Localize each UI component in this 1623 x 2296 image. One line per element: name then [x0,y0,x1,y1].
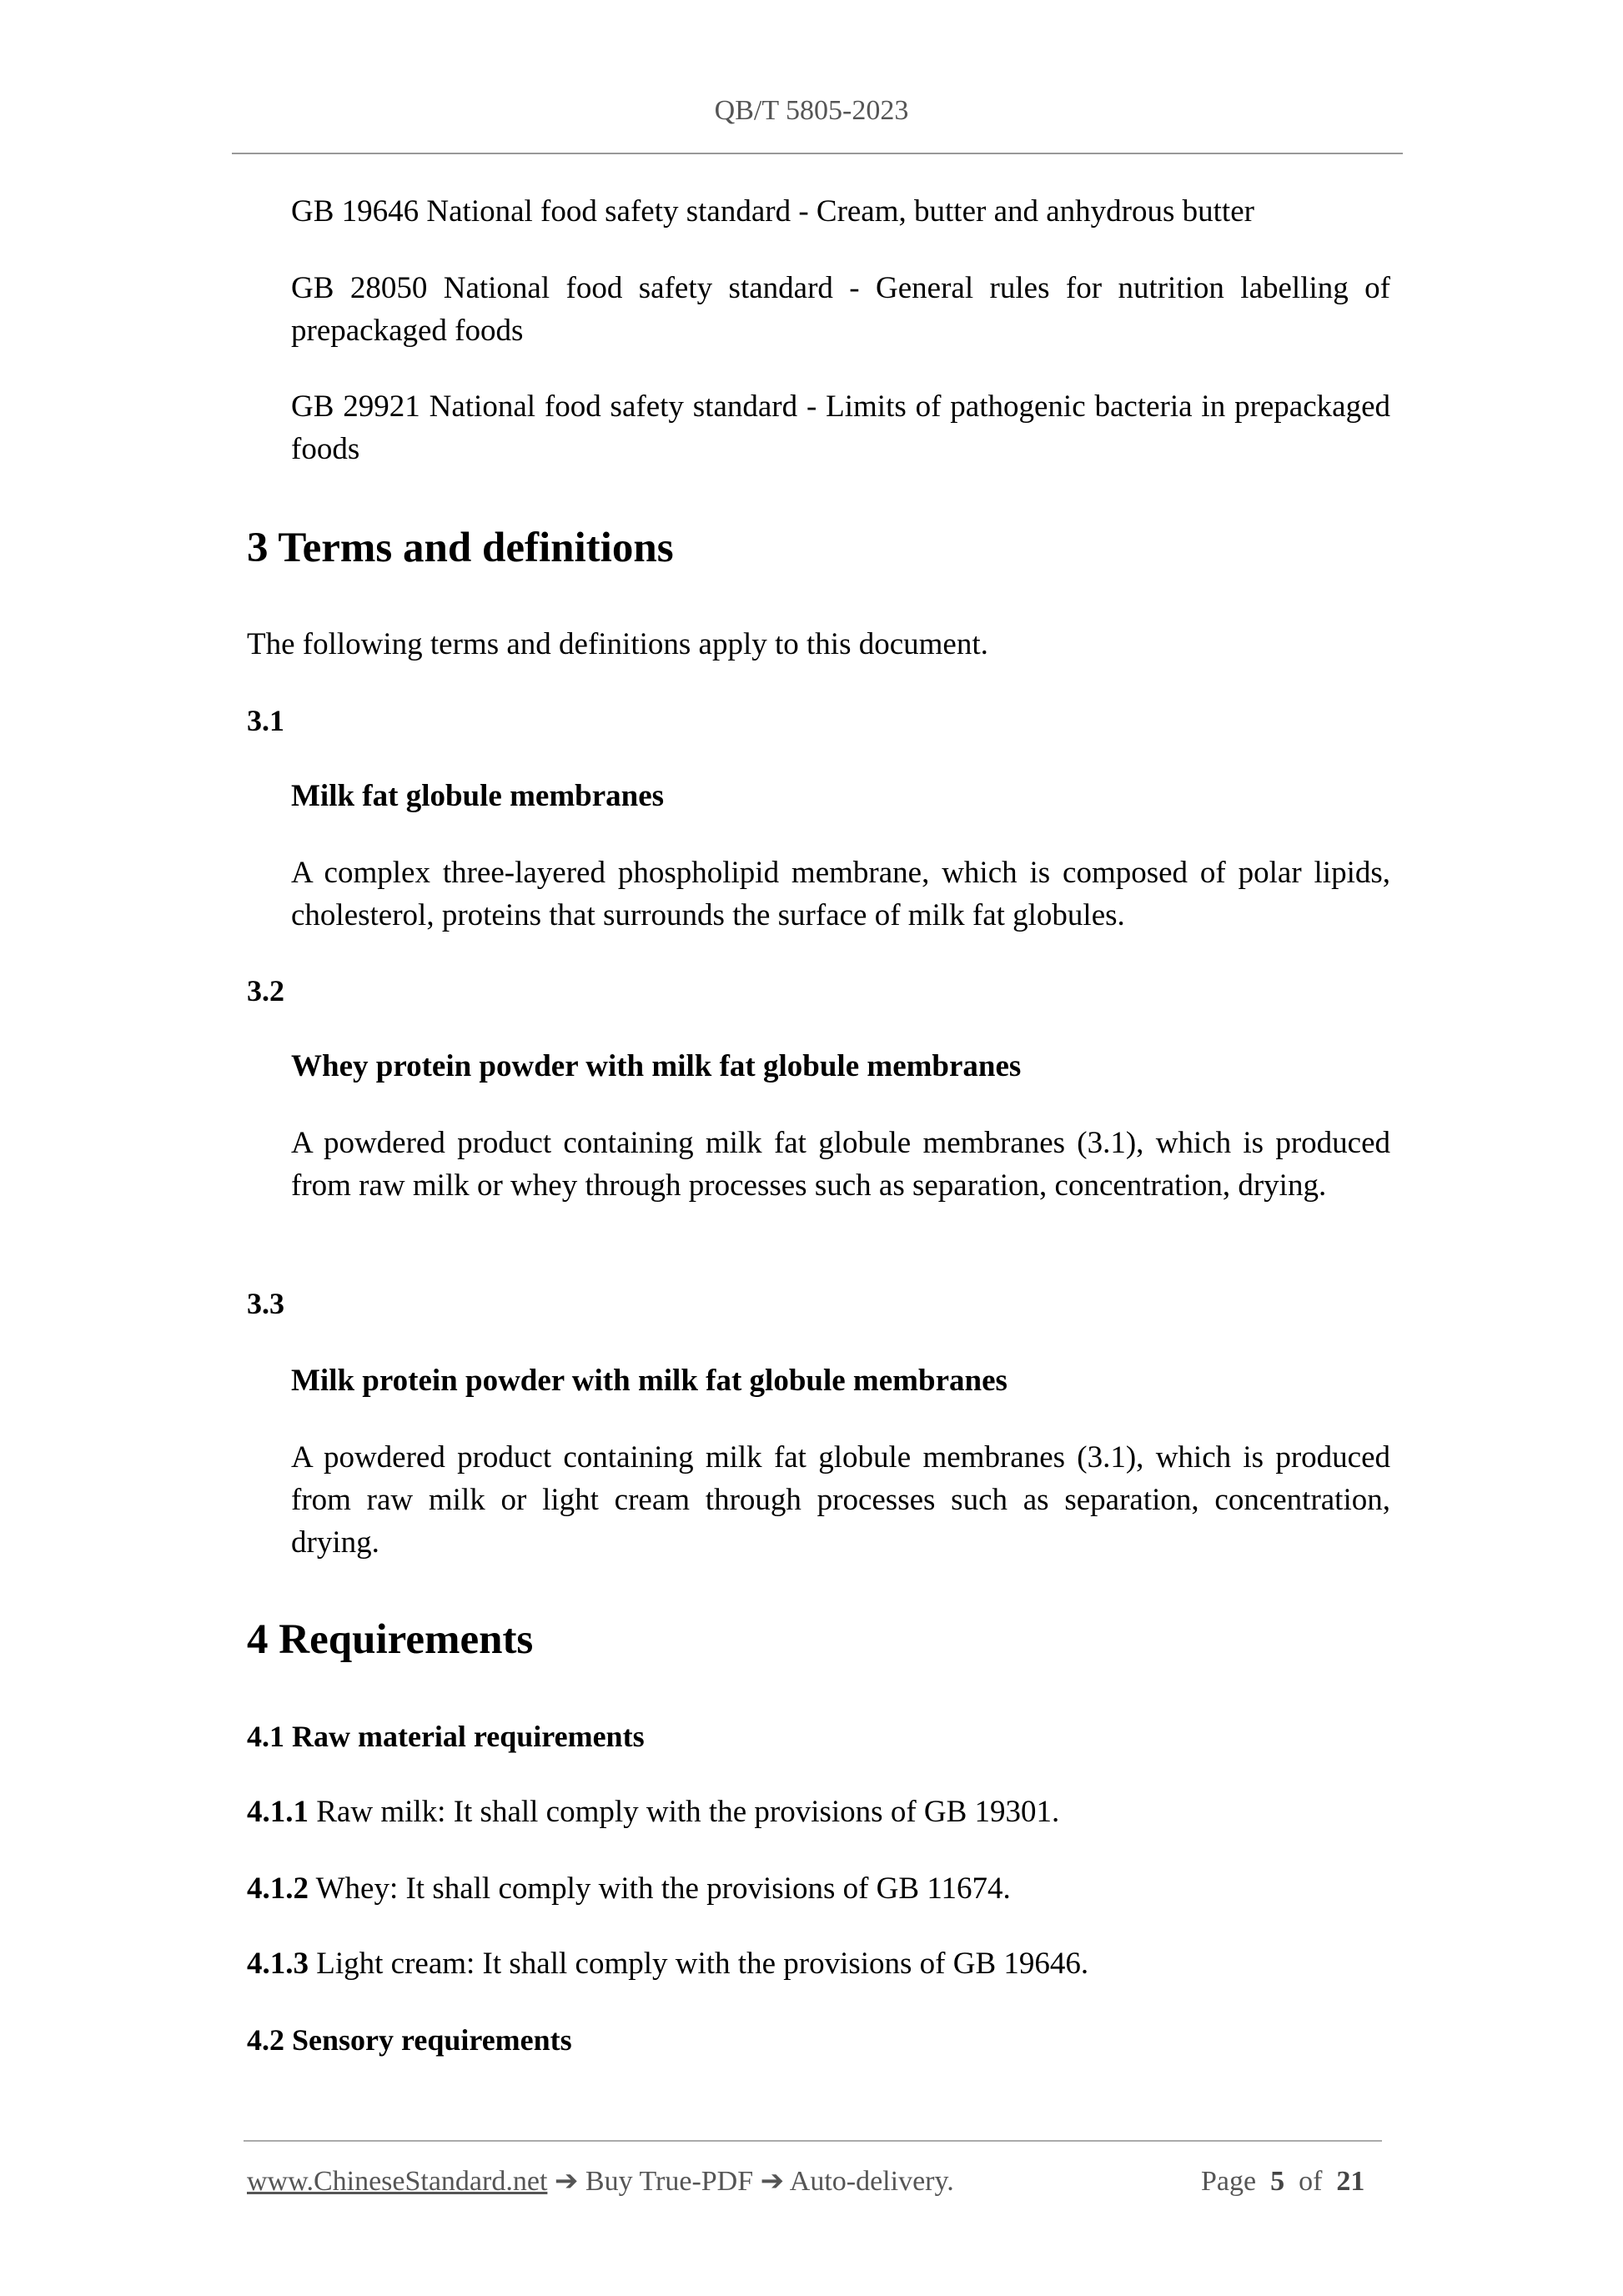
page-total: 21 [1336,2166,1365,2197]
reference-item: GB 19646 National food safety standard - Cream, butter and anhydrous butter [291,194,1254,229]
document-header-id: QB/T 5805-2023 [714,95,909,126]
arrow-icon: ➔ [760,2166,785,2197]
term-title: Milk protein powder with milk fat globule membranes [291,1364,1007,1398]
footer-promo [247,2163,954,2200]
subsection-heading: 4.1 Raw material requirements [247,1720,645,1753]
arrow-icon: ➔ [554,2166,579,2197]
term-number: 3.2 [247,974,284,1007]
section-heading: 3 Terms and definitions [247,525,674,571]
page-number: 5 [1270,2166,1285,2197]
term-number: 3.1 [247,704,284,737]
item-text: Whey: It shall comply with the provisions of GB 11674. [315,1871,1011,1906]
item-number: 4.1.1 [247,1795,309,1829]
requirement-item [247,1942,1398,1985]
term-definition: A powdered product containing milk fat globule membranes (3.1), which is produced from raw milk or whey through processes such as separation, concentration, drying. [291,1126,1390,1203]
subsection-heading: 4.2 Sensory requirements [247,2023,572,2057]
header-divider [232,153,1403,154]
term-definition: A complex three-layered phospholipid membrane, which is composed of polar lipids, cholesterol, proteins that surrounds the surface of milk fat globules. [291,856,1390,932]
website-link[interactable]: www.ChineseStandard.net [247,2166,548,2197]
reference-item: GB 29921 National food safety standard - Limits of pathogenic bacteria in prepackaged foods [291,389,1390,466]
term-title: Milk fat globule membranes [291,779,665,813]
section-heading: 4 Requirements [247,1616,534,1663]
of-label: of [1299,2166,1323,2197]
section-intro: The following terms and definitions apply to this document. [247,627,988,661]
requirement-item [247,1791,1398,1833]
buy-text: Buy True-PDF [585,2166,754,2197]
reference-item: GB 28050 National food safety standard - General rules for nutrition labelling of prepackaged foods [291,271,1390,348]
footer-divider [244,2140,1382,2142]
requirement-item [247,1867,1398,1910]
page-label: Page [1201,2166,1257,2197]
term-definition: A powdered product containing milk fat globule membranes (3.1), which is produced from raw milk or light cream through processes such as separation, concentration, drying. [291,1440,1390,1560]
item-number: 4.1.3 [247,1947,309,1981]
term-title: Whey protein powder with milk fat globule membranes [291,1049,1022,1083]
page-indicator [1201,2163,1364,2200]
item-text: Light cream: It shall comply with the provisions of GB 19646. [316,1947,1089,1981]
delivery-text: Auto-delivery. [789,2166,954,2197]
item-number: 4.1.2 [247,1871,309,1906]
term-number: 3.3 [247,1287,284,1320]
item-text: Raw milk: It shall comply with the provisions of GB 19301. [316,1795,1060,1829]
